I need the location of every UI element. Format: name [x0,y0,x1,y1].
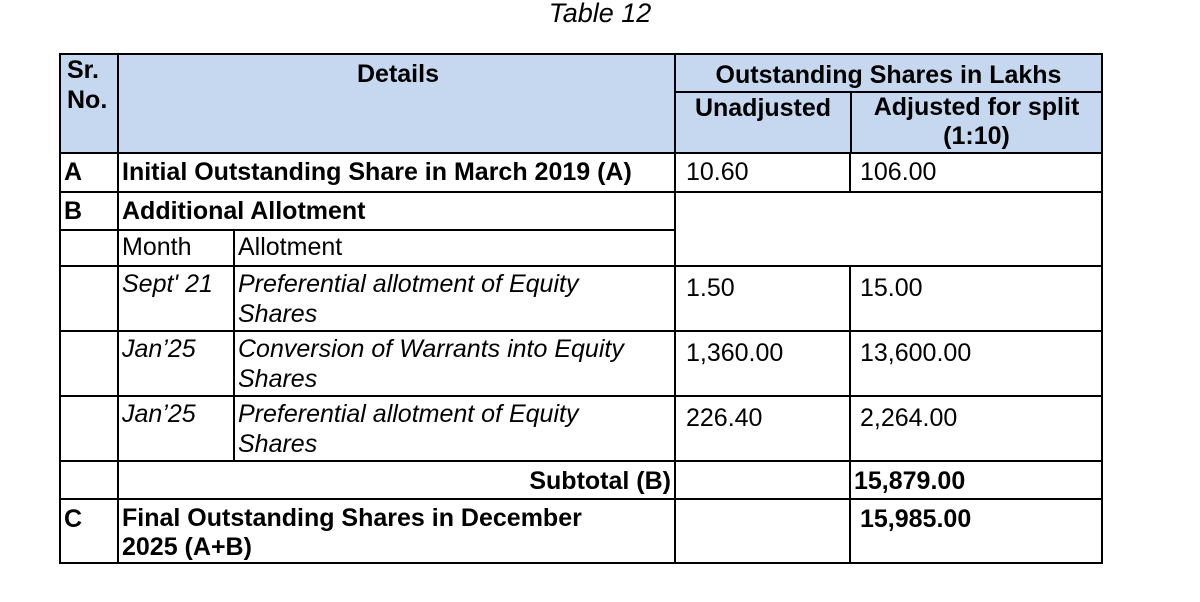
subtotal-adjusted: 15,879.00 [850,461,1102,499]
row-a-details: Initial Outstanding Share in March 2019 (A) [118,153,675,192]
item-unadjusted: 226.40 [675,396,850,461]
table-row [60,153,1102,192]
item-month: Jan’25 [118,331,234,396]
unadjusted-header: Unadjusted [676,92,851,152]
sr-no-header: Sr. No. [60,54,118,153]
row-c-details: Final Outstanding Shares in December 2025 (A+B) [118,499,675,563]
item-allotment: Conversion of Warrants into Equity Shares [234,331,675,396]
item-month: Jan’25 [118,396,234,461]
month-header: Month [118,230,234,266]
table-row [60,331,1102,396]
outstanding-shares-header: Outstanding Shares in Lakhs [676,55,1101,92]
item-allotment: Preferential allotment of Equity Shares [234,266,675,331]
blank-sr-cell [60,396,118,461]
item-adjusted: 2,264.00 [850,396,1102,461]
blank-sr-cell [60,461,118,499]
row-a-adjusted: 106.00 [850,153,1102,192]
row-b-details: Additional Allotment [118,192,675,230]
item-adjusted: 13,600.00 [850,331,1102,396]
table-row [60,266,1102,331]
blank-sr-cell [60,266,118,331]
details-header: Details [118,54,675,153]
blank-sr-cell [60,230,118,266]
item-unadjusted: 1,360.00 [675,331,850,396]
outstanding-shares-table [59,53,1103,564]
row-a-unadjusted: 10.60 [675,153,850,192]
item-allotment: Preferential allotment of Equity Shares [234,396,675,461]
table-row [60,192,1102,230]
item-unadjusted: 1.50 [675,266,850,331]
adjusted-header: Adjusted for split (1:10) [873,93,1080,150]
header-row [60,54,1102,153]
table-row [60,499,1102,563]
subtotal-unadjusted [675,461,850,499]
blank-sr-cell [60,331,118,396]
row-c-unadjusted [675,499,850,563]
row-a-sr: A [60,153,118,192]
allotment-header: Allotment [234,230,675,266]
item-month: Sept' 21 [118,266,234,331]
item-adjusted: 15.00 [850,266,1102,331]
subtotal-label: Subtotal (B) [118,461,675,499]
row-b-empty-values [675,192,1102,266]
row-c-sr: C [60,499,118,563]
row-c-adjusted: 15,985.00 [850,499,1102,563]
table-row [60,396,1102,461]
outstanding-header-group [675,54,1102,153]
table-caption: Table 12 [548,0,652,28]
row-b-sr: B [60,192,118,230]
subtotal-row [60,461,1102,499]
